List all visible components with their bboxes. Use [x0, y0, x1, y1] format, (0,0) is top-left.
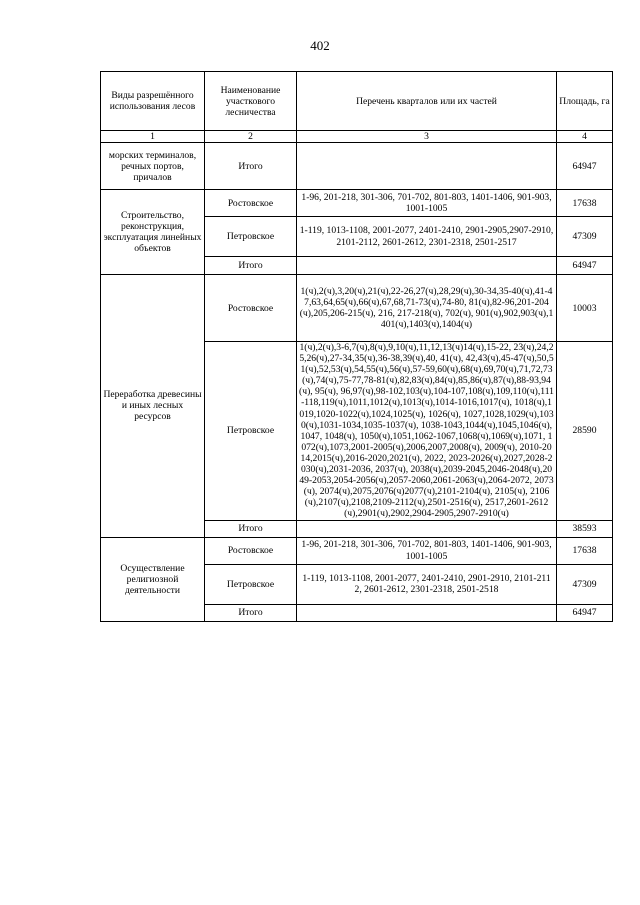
table-row	[101, 275, 613, 342]
use-type-cell: Строительство, реконструкция, эксплуатация линейных объектов	[101, 190, 205, 275]
header-forestry: Наименование участкового лесничества	[205, 72, 297, 131]
area-cell: 17638	[557, 190, 613, 217]
kvartaly-cell: 1-96, 201-218, 301-306, 701-702, 801-803, 1401-1406, 901-903, 1001-1005	[297, 537, 557, 564]
kvartaly-cell	[297, 604, 557, 621]
column-number-row	[101, 131, 613, 143]
forestry-cell: Петровское	[205, 564, 297, 604]
column-number: 1	[101, 131, 205, 143]
column-number: 3	[297, 131, 557, 143]
total-label: Итого	[205, 143, 297, 190]
header-use-type: Виды разрешённого использования лесов	[101, 72, 205, 131]
page-number: 402	[310, 38, 330, 53]
total-area: 38593	[557, 520, 613, 537]
total-area: 64947	[557, 143, 613, 190]
header-area: Площадь, га	[557, 72, 613, 131]
column-number: 2	[205, 131, 297, 143]
forestry-cell: Ростовское	[205, 190, 297, 217]
kvartaly-cell	[297, 143, 557, 190]
table-row	[101, 143, 613, 190]
forestry-cell: Ростовское	[205, 537, 297, 564]
area-cell: 28590	[557, 342, 613, 521]
total-label: Итого	[205, 604, 297, 621]
kvartaly-cell: 1(ч),2(ч),3,20(ч),21(ч),22-26,27(ч),28,29(ч),30-34,35-40(ч),41-47,63,64,65(ч),66(ч),67,68,71-73(ч),74-80, 81(ч),82-96,201-204(ч),205,206-215(ч), 216, 217-218(ч), 702(ч), 901(ч),902,903(ч),1401(ч),1403(ч),1404(ч)	[297, 275, 557, 342]
forest-use-table	[100, 71, 613, 622]
forestry-cell: Ростовское	[205, 275, 297, 342]
total-label: Итого	[205, 520, 297, 537]
forestry-cell: Петровское	[205, 217, 297, 257]
kvartaly-cell	[297, 257, 557, 275]
use-type-cell: Переработка древесины и иных лесных ресурсов	[101, 275, 205, 538]
total-area: 64947	[557, 604, 613, 621]
forestry-cell: Петровское	[205, 342, 297, 521]
area-cell: 17638	[557, 537, 613, 564]
use-type-cell: морских терминалов, речных портов, причалов	[101, 143, 205, 190]
kvartaly-cell: 1-119, 1013-1108, 2001-2077, 2401-2410, 2901-2905,2907-2910, 2101-2112, 2601-2612, 2301-2318, 2501-2517	[297, 217, 557, 257]
header-kvartaly: Перечень кварталов или их частей	[297, 72, 557, 131]
kvartaly-cell: 1-119, 1013-1108, 2001-2077, 2401-2410, 2901-2910, 2101-2112, 2601-2612, 2301-2318, 2501-2518	[297, 564, 557, 604]
total-label: Итого	[205, 257, 297, 275]
table-row	[101, 190, 613, 217]
area-cell: 10003	[557, 275, 613, 342]
column-number: 4	[557, 131, 613, 143]
kvartaly-cell: 1(ч),2(ч),3-6,7(ч),8(ч),9,10(ч),11,12,13(ч)14(ч),15-22, 23(ч),24,25,26(ч),27-34,35(ч),36-38,39(ч),40, 41(ч), 42,43(ч),45-47(ч),50,51(ч),52,53(ч),54,55(ч),56(ч),57-59,60(ч),68(ч),69,70(ч),71,72,73(ч),74(ч),75-77,78-81(ч),82,83(ч),84(ч),85,86(ч),87(ч),88-93,94(ч), 95(ч), 96,97(ч),98-102,103(ч),104-107,108(ч),109,110(ч),111-118,119(ч),1011,1012(ч),1013(ч),1014-1016,1017(ч), 1018(ч),1019,1020-1022(ч),1024,1025(ч), 1026(ч), 1027,1028,1029(ч),1030(ч),1031-1034,1035-1037(ч), 1038-1043,1044(ч),1045,1046(ч),1047, 1048(ч), 1050(ч),1051,1062-1067,1068(ч),1069(ч),1071, 1072(ч),1073,2001-2005(ч),2006,2007,2008(ч), 2009(ч), 2010-2014,2015(ч),2016-2020,2021(ч), 2022, 2023-2026(ч),2027,2028-2030(ч),2031-2036, 2037(ч), 2038(ч),2039-2045,2046-2048(ч),2049-2053,2054-2056(ч),2057-2060,2061-2063(ч),2064-2072, 2073(ч), 2074(ч),2075,2076(ч)2077(ч),2101-2104(ч), 2105(ч), 2106(ч),2107(ч),2108,2109-2112(ч),2501-2516(ч), 2517,2601-2612(ч),2901(ч),2902,2904-2905,2907-2910(ч)	[297, 342, 557, 521]
kvartaly-cell	[297, 520, 557, 537]
area-cell: 47309	[557, 564, 613, 604]
total-area: 64947	[557, 257, 613, 275]
kvartaly-cell: 1-96, 201-218, 301-306, 701-702, 801-803, 1401-1406, 901-903, 1001-1005	[297, 190, 557, 217]
table-row	[101, 537, 613, 564]
header-row	[101, 72, 613, 131]
use-type-cell: Осуществление религиозной деятельности	[101, 537, 205, 621]
area-cell: 47309	[557, 217, 613, 257]
